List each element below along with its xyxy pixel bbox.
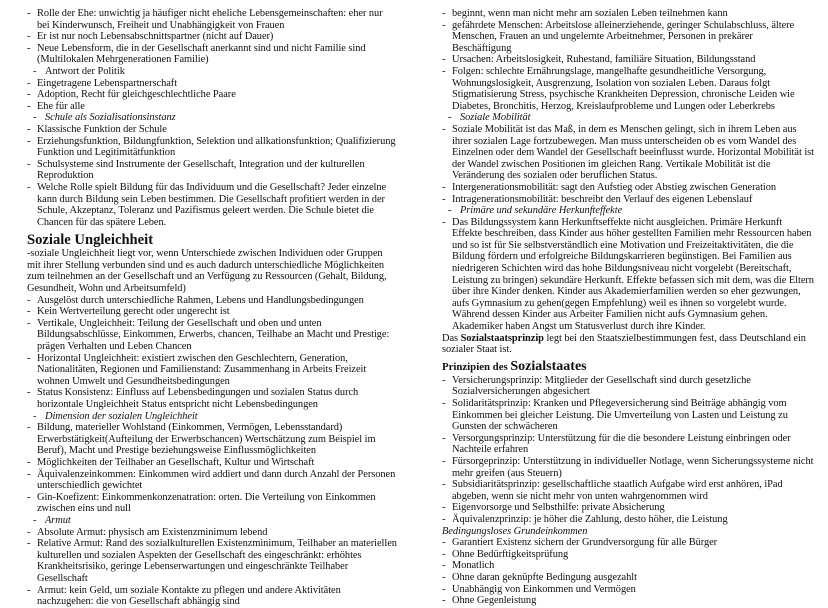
- principles-list: [442, 375, 814, 526]
- prinzipien-small: Prinzipien des: [442, 360, 511, 373]
- sentence-bold: Sozialstaatsprinzip: [460, 332, 544, 344]
- bullet-item: - Klassische Funktion der Schule: [27, 124, 397, 136]
- grundeinkommen-list: [442, 537, 814, 607]
- right-top-list: [442, 8, 814, 333]
- bullet-item: - Schulsysteme sind Instrumente der Gesellschaft, Integration und der kulturellen Reproduktion: [27, 159, 397, 182]
- bullet-item: - Eingetragene Lebenspartnerschaft: [27, 78, 397, 90]
- prinzipien-big: Sozialstaates: [510, 358, 587, 374]
- subheading-item: - Armut: [27, 515, 397, 527]
- bullet-item: - Ohne Bedürftigkeitsprüfung: [442, 549, 814, 561]
- bullet-item: - Ursachen: Arbeitslosigkeit, Ruhestand, familiäre Situation, Bildungsstand: [442, 54, 814, 66]
- bullet-item: - Eigenvorsorge und Selbsthilfe: private Absicherung: [442, 502, 814, 514]
- bullet-item: - Intragenerationsmobilität: beschreibt den Verlauf des eigenen Lebenslauf: [442, 194, 814, 206]
- subheading-item: - Antwort der Politik: [27, 66, 397, 78]
- sentence-post: legt bei den Staatszielbestimmungen fest, dass Deutschland ein sozialer Staat ist.: [442, 332, 806, 356]
- bullet-item: - Rolle der Ehe: unwichtig ja häufiger nicht eheliche Lebensgemeinschaften: eher nur bei Kinderwunsch, Freiheit und Unabhängigkeit von Frauen: [27, 8, 397, 31]
- subheading-item: - Primäre und sekundäre Herkunfteffekte: [442, 205, 814, 217]
- bullet-item: - Ohne Gegenleistung: [442, 595, 814, 607]
- sozialstaatsprinzip-sentence: [442, 333, 814, 356]
- subheading-item: - Schule als Sozialisationsinstanz: [27, 112, 397, 124]
- bullet-item: - Ohne daran geknüpfte Bedingung ausgezahlt: [442, 572, 814, 584]
- bullet-item: - Ausgelöst durch unterschiedliche Rahmen, Lebens und Handlungsbedingungen: [27, 295, 397, 307]
- left-bottom-list: [27, 295, 397, 608]
- left-column: [27, 8, 397, 608]
- bullet-item: - Solidaritätsprinzip: Kranken und Pflegeversicherung sind Beiträge abhängig vom Einkommen bei gleicher Leistung. Die Umverteilung von Lasten und Leistung zu Gunsten der schwächeren: [442, 398, 814, 433]
- subheading-item: - Dimension der sozialen Ungleichheit: [27, 411, 397, 423]
- bullet-item: - Adoption, Recht für gleichgeschlechtliche Paare: [27, 89, 397, 101]
- intro-paragraph: -soziale Ungleichheit liegt vor, wenn Unterschiede zwischen Individuen oder Gruppen mit ihrer Stellung verbunden sind und es auch dadurch unterschiedliche Möglichkeiten zum teilnehmen an der Gesellschaft und an Verfügung zu Ressourcen (Gehalt, Bildung, Gesundheit, Wohn und Arbeitsumfeld): [27, 248, 387, 295]
- heading-soziale-ungleichheit: Soziale Ungleichheit: [27, 232, 154, 249]
- bullet-item: - Folgen: schlechte Ernährungslage, mangelhafte gesundheitliche Versorgung, Wohnungslosigkeit, Ausgrenzung, Isolation von sozialen Leben. Daraus folgt Stigmatisierung Stress, psychische Krankheiten Depression, chronische Leiden wie Diabetes, Bronchitis, Herzog, Kreislaufprobleme und Lungen oder Leberkrebs: [442, 66, 814, 112]
- bullet-item: - Armut: kein Geld, um soziale Kontakte zu pflegen und andere Aktivitäten nachzugehen: die von Gesellschaft abhängig sind: [27, 585, 397, 608]
- bullet-item: - Relative Armut: Rand des sozialkulturellen Existenzminimum, Teilhaber an materiellen kulturellen und sozialen Aspekten der Gesellschaft des eingeschränkt: erhöhtes Krankheitsrisiko, geringe Lebenserwartungen und eingeschränkte Teilhaber Gesellschaft: [27, 538, 397, 584]
- bullet-item: - Das Bildungssystem kann Herkunftseffekte nicht ausgleichen. Primäre Herkunft Effekte beschreiben, dass Kinder aus höher gestellten Familien mehr Ressourcen haben und so ist für Sie selbstverständlich eine Motivation und Freizeitaktivitäten, die die Bildung fördern und erfolgreiche Bildungskarrieren begünstigen. Bei Familien aus niedrigeren Schichten wird das hohe Bildungsniveau nicht vorgelebt (Bereitschaft, Leistung zu bringen) sekundäre Herkunft. Effekte befassen sich mit dem, was die Eltern über ihre Kinder denken. Kinder aus Akademierfamilien werden so eher gezwungen, aufs Gymnasium zu gehen(gegen Empfehlung) weil es ihnen so vorgelebt wurde. Während dessen Kinder aus Arbeiter Familien nicht aufs Gymnasium gehen. Akademiker haben Angst um Statusverlust durch ihre Kinder.: [442, 217, 814, 333]
- bullet-item: - Subsidiaritätsprinzip: gesellschaftliche staatlich Aufgabe wird erst anhören, iPad abgeben, wenn sie nicht mehr von unten wahrgenommen wird: [442, 479, 814, 502]
- heading-grundeinkommen: Bedingungsloses Grundeinkommen: [442, 525, 588, 537]
- right-column: [442, 8, 814, 607]
- bullet-item: - Versorgungsprinzip: Unterstützung für die die besondere Leistung einbringen oder Nachteile erfahren: [442, 433, 814, 456]
- bullet-item: - Bildung, materieller Wohlstand (Einkommen, Vermögen, Lebensstandard) Erwerbstätigkeit(Aufteilung der Erwerbschancen) Wertschätzung zum Beispiel im Beruf), Macht und Prestige beziehungsweise Einflussmöglichkeiten: [27, 422, 397, 457]
- bullet-item: - Status Konsistenz: Einfluss auf Lebensbedingungen und sozialen Status durch horizontale Ungleichheit Status entspricht nicht Lebensbedingungen: [27, 387, 397, 410]
- bullet-item: - Horizontal Ungleichheit: existiert zwischen den Geschlechtern, Generation, Nationalitäten, Regionen und Familienstand: Zusammenhang in Arbeits Freizeit wohnen Umwelt und Gesundheitsbedingungen: [27, 353, 397, 388]
- bullet-item: - Äquivalenzprinzip: je höher die Zahlung, desto höher, die Leistung: [442, 514, 814, 526]
- bullet-item: - Soziale Mobilität ist das Maß, in dem es Menschen gelingt, sich in ihrem Leben aus ihrer sozialen Lage fortzubewegen. Man muss unterscheiden ob es vom Wandel des Einzelnen oder dem Wandel der Gesellschaft beeinflusst wurde. Horizontal Mobilität ist der Wandel zwischen Positionen im gleichen Rang. Vertikale Mobilität ist die Veränderung des sozialen oder beruflichen Status.: [442, 124, 814, 182]
- bullet-item: - Gin-Koefizent: Einkommenkonzenatration: orten. Die Verteilung von Einkommen zwischen eins und null: [27, 492, 397, 515]
- bullet-item: - Äquivalenzeinkommen: Einkommen wird addiert und dann durch Anzahl der Personen unterschiedlich gewichtet: [27, 469, 397, 492]
- bullet-item: - Intergenerationsmobilität: sagt den Aufstieg oder Abstieg zwischen Generation: [442, 182, 814, 194]
- subheading-item: - Soziale Mobilität: [442, 112, 814, 124]
- bullet-item: - Neue Lebensform, die in der Gesellschaft anerkannt sind und nicht Familie sind (Multilokalen Mehrgenerationen Familie): [27, 43, 397, 66]
- bullet-item: - Fürsorgeprinzip: Unterstützung in individueller Notlage, wenn Sicherungssysteme nicht mehr greifen (aus Steuern): [442, 456, 814, 479]
- bullet-item: - Vertikale, Ungleichheit: Teilung der Gesellschaft und oben und unten Bildungsabschlüsse, Einkommen, Erwerbs, chancen, Teilhabe an Macht und Prestige: prägen Verhalten und Leben Chancen: [27, 318, 397, 353]
- bullet-item: - Welche Rolle spielt Bildung für das Individuum und die Gesellschaft? Jeder einzelne kann durch Bildung sein Leben bestimmen. Die Gesellschaft profitiert werden in der Schule, Akzeptanz, Toleranz und Pazifismus geleert werden. Die Schule bietet die Chancen für das spätere Leben.: [27, 182, 397, 228]
- bullet-item: - Möglichkeiten der Teilhaber an Gesellschaft, Kultur und Wirtschaft: [27, 457, 397, 469]
- bullet-item: - gefährdete Menschen: Arbeitslose alleinerziehende, geringer Schulabschluss, ältere Menschen, Frauen an und ungelernte Arbeitnehmer, Personen in prekärer Beschäftigung: [442, 20, 814, 55]
- bullet-item: - Unabhängig von Einkommen und Vermögen: [442, 584, 814, 596]
- bullet-item: - beginnt, wenn man nicht mehr am sozialen Leben teilnehmen kann: [442, 8, 814, 20]
- sentence-pre: Das: [442, 332, 461, 344]
- bullet-item: - Absolute Armut: physisch am Existenzminimum lebend: [27, 527, 397, 539]
- bullet-item: - Monatlich: [442, 560, 814, 572]
- bullet-item: - Er ist nur noch Lebensabschnittspartner (nicht auf Dauer): [27, 31, 397, 43]
- bullet-item: - Ehe für alle: [27, 101, 397, 113]
- bullet-item: - Versicherungsprinzip: Mitglieder der Gesellschaft sind durch gesetzliche Sozialversicherungen abgesichert: [442, 375, 814, 398]
- bullet-item: - Erziehungsfunktion, Bildungfunktion, Selektion und allkationsfunktion; Qualifizierung Funktion und Legitimitätfunktion: [27, 136, 397, 159]
- bullet-item: - Garantiert Existenz sichern der Grundversorgung für alle Bürger: [442, 537, 814, 549]
- heading-prinzipien: [442, 359, 814, 375]
- bullet-item: - Kein Wertverteilung gerecht oder ungerecht ist: [27, 306, 397, 318]
- left-top-list: [27, 8, 397, 228]
